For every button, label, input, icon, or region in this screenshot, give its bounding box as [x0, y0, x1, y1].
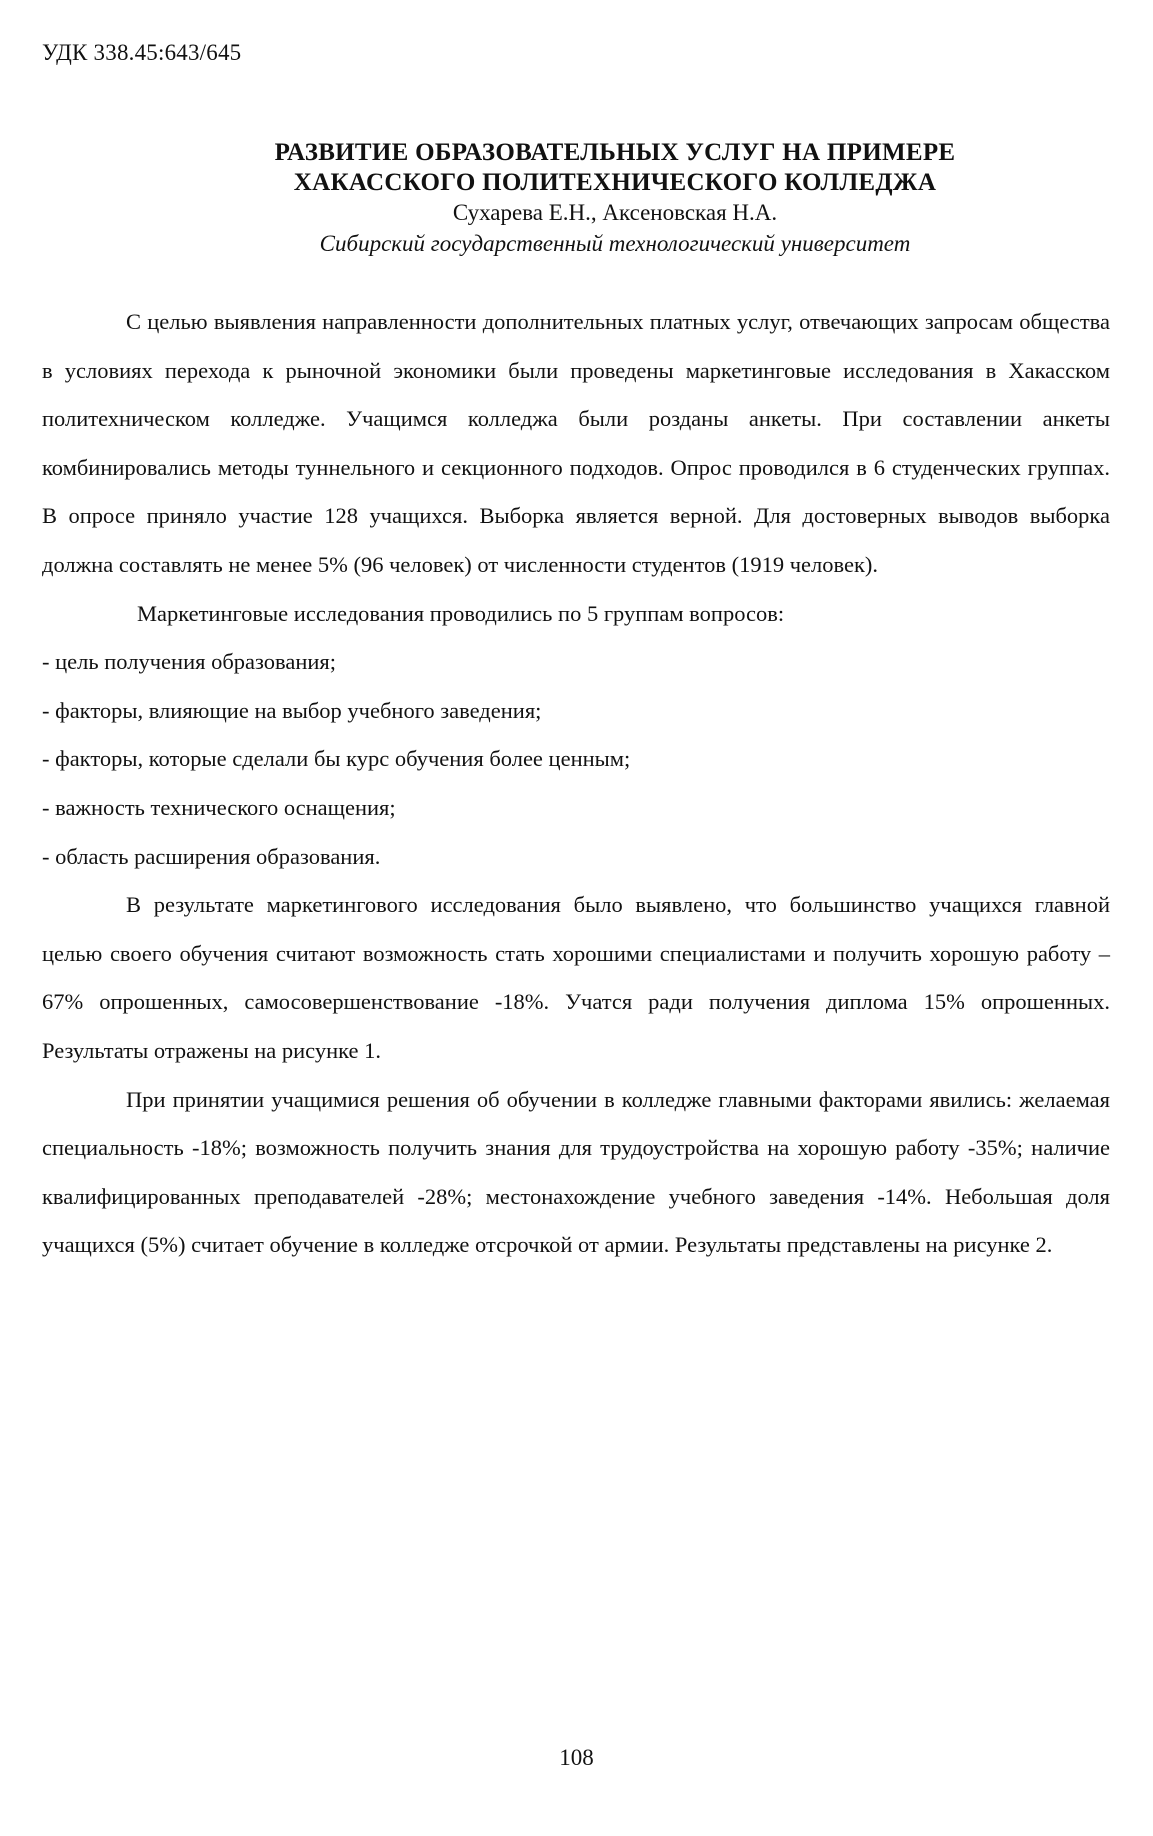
page-number: 108	[559, 1745, 594, 1770]
affiliation: Сибирский государственный технологический университет	[319, 231, 911, 256]
udc-code: УДК 338.45:643/645	[42, 40, 242, 65]
title-line-2: ХАКАССКОГО ПОЛИТЕХНИЧЕСКОГО КОЛЛЕДЖА	[293, 169, 937, 196]
title-line-1: РАЗВИТИЕ ОБРАЗОВАТЕЛЬНЫХ УСЛУГ НА ПРИМЕРЕ	[274, 139, 956, 166]
paragraph-factors: При принятии учащимися решения об обучении в колледже главными факторами явились: желаемая специальность -18%; возможность получить знания для трудоустройства на хорошую работу -35%; наличие квалифицированных преподавателей -28%; местонахождение учебного заведения -14%. Небольшая доля учащихся (5%) считает обучение в колледже отсрочкой от армии. Результаты представлены на рисунке 2.	[42, 1086, 1110, 1258]
article-body	[42, 298, 1110, 1270]
list-intro: Маркетинговые исследования проводились по 5 группам вопросов:	[137, 600, 785, 626]
list-item: - цель получения образования;	[42, 649, 337, 675]
list-item: - важность технического оснащения;	[42, 794, 396, 820]
header-block	[200, 138, 1030, 260]
list-item: - факторы, влияющие на выбор учебного заведения;	[42, 697, 542, 723]
list-item: - факторы, которые сделали бы курс обучения более ценным;	[42, 746, 631, 772]
list-item: - область расширения образования.	[42, 843, 381, 869]
paragraph-results: В результате маркетингового исследования было выявлено, что большинство учащихся главной целью своего обучения считают возможность стать хорошими специалистами и получить хорошую работу – 67% опрошенных, самосовершенствование -18%. Учатся ради получения диплома 15% опрошенных. Результаты отражены на рисунке 1.	[42, 892, 1110, 1063]
authors: Сухарева Е.Н., Аксеновская Н.А.	[452, 200, 778, 225]
paragraph-intro: С целью выявления направленности дополнительных платных услуг, отвечающих запросам общества в условиях перехода к рыночной экономики были проведены маркетинговые исследования в Хакасском политехническом колледже. Учащимся колледжа были розданы анкеты. При составлении анкеты комбинировались методы туннельного и секционного подходов. Опрос проводился в 6 студенческих группах. В опросе приняло участие 128 учащихся. Выборка является верной. Для достоверных выводов выборка должна составлять не менее 5% (96 человек) от численности студентов (1919 человек).	[42, 309, 1110, 577]
